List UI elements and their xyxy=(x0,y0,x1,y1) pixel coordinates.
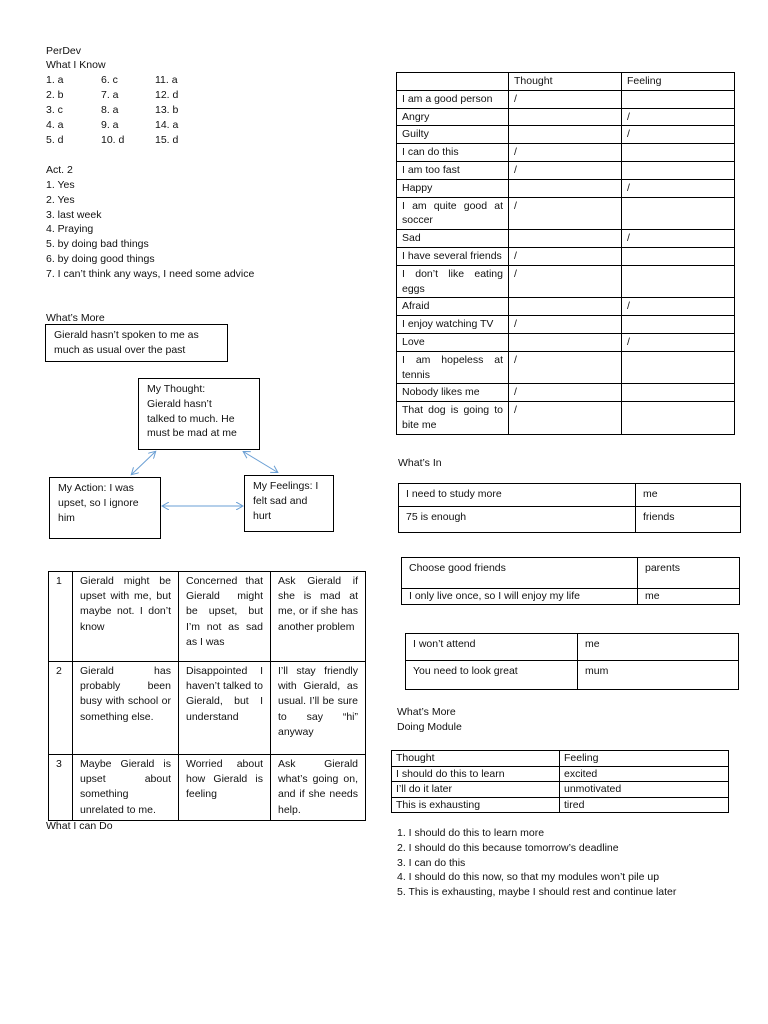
subject-title: PerDev xyxy=(46,45,82,57)
table-row xyxy=(397,298,735,316)
feeling-cell xyxy=(622,265,735,298)
feeling-cell: / xyxy=(622,179,735,197)
table-row xyxy=(392,782,729,798)
answer: 7. a xyxy=(101,89,119,101)
table-row xyxy=(397,161,735,179)
statement-cell: Angry xyxy=(397,108,509,126)
table-row xyxy=(49,572,366,662)
header-cell xyxy=(397,73,509,91)
answer: 2. b xyxy=(46,89,64,101)
statement-cell: Happy xyxy=(397,179,509,197)
thought-cell: / xyxy=(509,402,622,435)
table-row xyxy=(397,197,735,230)
answer: 12. d xyxy=(155,89,179,101)
table-row xyxy=(397,316,735,334)
list-item: 3. last week xyxy=(46,208,102,221)
thought-cell: This is exhausting xyxy=(392,797,560,813)
whats-in-table-2 xyxy=(401,557,740,605)
list-item: 1. I should do this to learn more xyxy=(397,827,545,839)
feelings-line: felt sad and xyxy=(253,494,308,507)
arrow-thought-feelings xyxy=(244,452,277,472)
table-row xyxy=(397,384,735,402)
statement-cell: I need to study more xyxy=(399,484,636,507)
statement-cell: I won’t attend xyxy=(406,634,578,661)
row-number: 1 xyxy=(49,572,73,662)
statement-cell: Sad xyxy=(397,230,509,248)
thought-cell: / xyxy=(509,161,622,179)
statement-cell: Love xyxy=(397,333,509,351)
thought-cell xyxy=(509,230,622,248)
feeling-cell xyxy=(622,402,735,435)
table-header-row xyxy=(397,73,735,91)
list-item: 4. Praying xyxy=(46,223,94,236)
feeling-cell xyxy=(622,351,735,384)
table-row xyxy=(397,230,735,248)
statement-cell: I am quite good at soccer xyxy=(397,197,509,230)
table-row xyxy=(406,661,739,690)
row-number: 2 xyxy=(49,662,73,755)
feeling-cell: / xyxy=(622,230,735,248)
feelings-line: My Feelings: I xyxy=(253,480,319,492)
whats-more-title: What’s More xyxy=(46,312,105,324)
thought-cell: / xyxy=(509,90,622,108)
what-i-can-do-title: What I can Do xyxy=(46,820,113,832)
answer: 10. d xyxy=(101,134,125,146)
feeling-cell xyxy=(622,316,735,334)
table-row xyxy=(402,589,740,605)
feeling-cell: tired xyxy=(560,797,729,813)
doing-module-table xyxy=(391,750,729,813)
table-row xyxy=(402,558,740,589)
table-row xyxy=(406,634,739,661)
thought-cell xyxy=(509,126,622,144)
feeling-cell: / xyxy=(622,298,735,316)
thought-cell: / xyxy=(509,247,622,265)
feeling-cell xyxy=(622,90,735,108)
thought-cell: I’ll do it later xyxy=(392,782,560,798)
list-item: 5. This is exhausting, maybe I should rest and continue later xyxy=(397,886,677,899)
thought-line: talked to much. He xyxy=(147,412,235,425)
action-line: him xyxy=(58,511,75,524)
statement-cell: Nobody likes me xyxy=(397,384,509,402)
doing-module-subtitle: Doing Module xyxy=(397,721,462,733)
answer: 8. a xyxy=(101,104,119,116)
answer: 9. a xyxy=(101,119,119,131)
thought-cell: / xyxy=(509,316,622,334)
doing-module-list xyxy=(397,826,676,900)
thought-cell xyxy=(509,298,622,316)
source-cell: mum xyxy=(578,661,739,690)
table-row xyxy=(49,755,366,821)
table-row xyxy=(397,126,735,144)
source-cell: me xyxy=(638,589,740,605)
row-number: 3 xyxy=(49,755,73,821)
feeling-cell xyxy=(622,197,735,230)
header-cell: Feeling xyxy=(622,73,735,91)
statement-cell: Guilty xyxy=(397,126,509,144)
list-item: 1. Yes xyxy=(46,179,75,191)
thought-line: My Thought: xyxy=(147,383,206,395)
table-row xyxy=(397,144,735,162)
table-row xyxy=(397,90,735,108)
thought-cell: I should do this to learn xyxy=(392,766,560,782)
thought-cell: / xyxy=(509,384,622,402)
statement-cell: Afraid xyxy=(397,298,509,316)
thought-cell: / xyxy=(509,351,622,384)
statement-cell: I am a good person xyxy=(397,90,509,108)
situation-line: Gierald hasn’t spoken to me as xyxy=(54,329,199,341)
table-row xyxy=(397,333,735,351)
feeling-cell xyxy=(622,144,735,162)
feeling-cell: / xyxy=(622,126,735,144)
table-cell: Gierald has probably been busy with school or something else. xyxy=(73,662,179,755)
answer: 5. d xyxy=(46,134,64,146)
statement-cell: That dog is going to bite me xyxy=(397,402,509,435)
feeling-cell: / xyxy=(622,108,735,126)
thought-line: must be mad at me xyxy=(147,427,237,440)
thought-cell xyxy=(509,108,622,126)
what-i-know-title: What I Know xyxy=(46,59,106,71)
whats-in-table-1 xyxy=(398,483,741,533)
whats-in-table-3 xyxy=(405,633,739,690)
feeling-cell: / xyxy=(622,333,735,351)
table-row xyxy=(49,662,366,755)
statement-cell: I am too fast xyxy=(397,161,509,179)
feeling-cell: excited xyxy=(560,766,729,782)
answer: 13. b xyxy=(155,104,179,116)
thought-feeling-table xyxy=(396,72,735,435)
table-row xyxy=(392,797,729,813)
list-item: 2. Yes xyxy=(46,193,75,206)
statement-cell: Choose good friends xyxy=(402,558,638,589)
list-item: 5. by doing bad things xyxy=(46,238,149,251)
table-row xyxy=(397,247,735,265)
answer: 6. c xyxy=(101,74,118,86)
feeling-cell xyxy=(622,161,735,179)
arrow-thought-action xyxy=(132,452,155,474)
source-cell: me xyxy=(636,484,741,507)
table-row xyxy=(397,108,735,126)
act2-title: Act. 2 xyxy=(46,164,73,176)
source-cell: me xyxy=(578,634,739,661)
statement-cell: I enjoy watching TV xyxy=(397,316,509,334)
thought-line: Gierald hasn’t xyxy=(147,397,212,410)
thought-cell: / xyxy=(509,197,622,230)
answer: 15. d xyxy=(155,134,179,146)
header-cell: Thought xyxy=(392,751,560,767)
thought-cell: / xyxy=(509,144,622,162)
feeling-cell xyxy=(622,247,735,265)
statement-cell: I have several friends xyxy=(397,247,509,265)
statement-cell: I can do this xyxy=(397,144,509,162)
source-cell: friends xyxy=(636,507,741,533)
header-cell: Thought xyxy=(509,73,622,91)
table-row xyxy=(397,179,735,197)
table-cell: Ask Gierald if she is mad at me, or if she has another problem xyxy=(271,572,366,662)
statement-cell: You need to look great xyxy=(406,661,578,690)
table-cell: Maybe Gierald is upset about something unrelated to me. xyxy=(73,755,179,821)
thought-cell xyxy=(509,333,622,351)
statement-cell: 75 is enough xyxy=(399,507,636,533)
answer: 1. a xyxy=(46,74,64,86)
table-row xyxy=(399,484,741,507)
list-item: 7. I can’t think any ways, I need some advice xyxy=(46,267,255,280)
answer: 11. a xyxy=(155,74,178,86)
answer: 14. a xyxy=(155,119,179,131)
feeling-cell: unmotivated xyxy=(560,782,729,798)
action-line: My Action: I was xyxy=(58,482,134,494)
table-cell: Ask Gierald what’s going on, and if she needs help. xyxy=(271,755,366,821)
statement-cell: I am hopeless at tennis xyxy=(397,351,509,384)
situation-line: much as usual over the past xyxy=(54,343,186,356)
thought-cell: / xyxy=(509,265,622,298)
table-cell: Worried about how Gierald is feeling xyxy=(179,755,271,821)
table-cell: Gierald might be upset with me, but maybe not. I don’t know xyxy=(73,572,179,662)
list-item: 2. I should do this because tomorrow’s deadline xyxy=(397,841,619,854)
header-cell: Feeling xyxy=(560,751,729,767)
table-row xyxy=(397,351,735,384)
whats-more-right-title: What’s More xyxy=(397,706,456,718)
feeling-cell xyxy=(622,384,735,402)
table-row xyxy=(397,402,735,435)
feelings-line: hurt xyxy=(253,509,272,522)
answer: 3. c xyxy=(46,104,63,116)
whats-in-title: What’s In xyxy=(398,457,442,469)
thought-cell xyxy=(509,179,622,197)
source-cell: parents xyxy=(638,558,740,589)
table-cell: Concerned that Gierald might be upset, but I’m not as sad as I was xyxy=(179,572,271,662)
table-header-row xyxy=(392,751,729,767)
table-row xyxy=(397,265,735,298)
activity-table xyxy=(48,571,366,821)
action-line: upset, so I ignore xyxy=(58,496,139,509)
table-cell: Disappointed I haven’t talked to Gierald, but I understand xyxy=(179,662,271,755)
list-item: 3. I can do this xyxy=(397,856,466,869)
table-cell: I’ll stay friendly with Gierald, as usual. I’ll be sure to say “hi” anyway xyxy=(271,662,366,755)
table-row xyxy=(392,766,729,782)
list-item: 4. I should do this now, so that my modules won’t pile up xyxy=(397,871,660,884)
table-row xyxy=(399,507,741,533)
statement-cell: I only live once, so I will enjoy my life xyxy=(402,589,638,605)
statement-cell: I don’t like eating eggs xyxy=(397,265,509,298)
list-item: 6. by doing good things xyxy=(46,252,155,265)
answer: 4. a xyxy=(46,119,64,131)
